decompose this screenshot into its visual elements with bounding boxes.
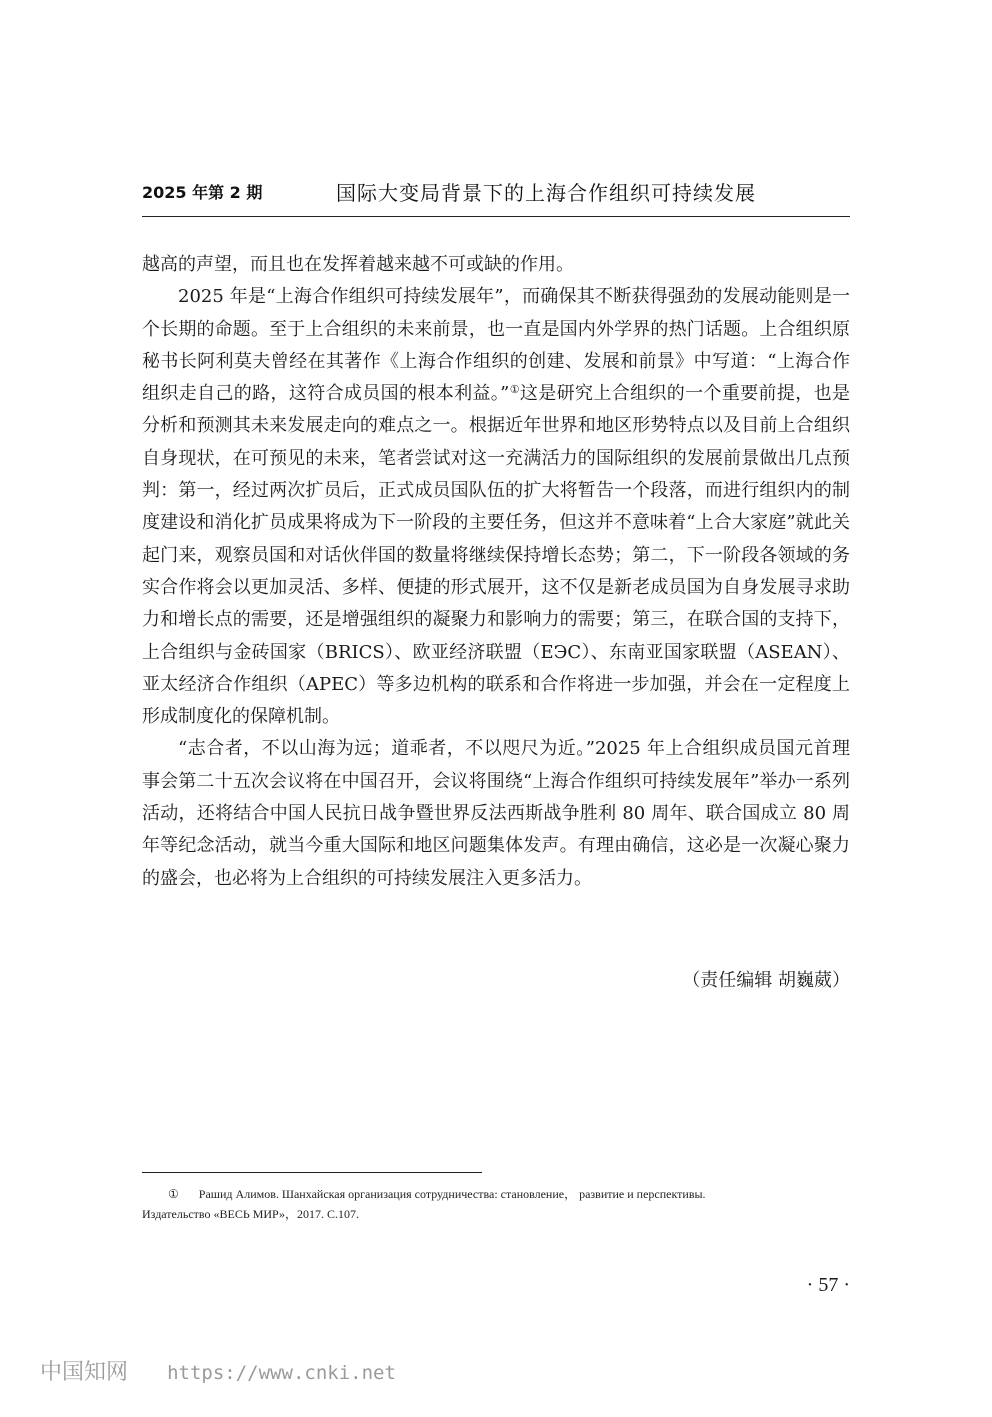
watermark: [40, 1355, 396, 1386]
watermark-brand: 中国知网: [40, 1360, 129, 1385]
running-title: 国际大变局背景下的上海合作组织可持续发展: [336, 181, 756, 205]
running-header: [142, 176, 850, 217]
issue-label: 2025 年第 2 期: [142, 183, 263, 202]
footnote-reference[interactable]: ①: [509, 383, 520, 397]
paragraph-1: 越高的声望，而且也在发挥着越来越不可或缺的作用。: [142, 254, 574, 275]
footnote-line-1: [142, 1184, 850, 1204]
footnote-mark: ①: [168, 1187, 179, 1201]
footnote-line-2: Издательство «ВЕСЬ МИР»，2017. С.107.: [142, 1207, 360, 1221]
paragraph-2-text-a: 2025 年是“上海合作组织可持续发展年”，而确保其不断获得强劲的发展动能则是一个长期的命题。至于上合组织的未来前景，也一直是国内外学界的热门话题。上合组织原秘书长阿利莫夫曾经在其著作《上海合作组织的创建、发展和前景》中写道：“上海合作组织走自己的路，这符合成员国的根本利益。”: [142, 286, 850, 405]
paragraph-2: [142, 281, 850, 733]
article-body: [142, 249, 850, 895]
footnote: [142, 1184, 850, 1224]
paragraph-2-text-b: 这是研究上合组织的一个重要前提，也是分析和预测其未来发展走向的难点之一。根据近年世界和地区形势特点以及目前上合组织自身现状，在可预见的未来，笔者尝试对这一充满活力的国际组织的发展前景做出几点预判：第一，经过两次扩员后，正式成员国队伍的扩大将暂告一个段落，而进行组织内的制度建设和消化扩员成果将成为下一阶段的主要任务，但这并不意味着“上合大家庭”就此关起门来，观察员国和对话伙伴国的数量将继续保持增长态势；第二，下一阶段各领域的务实合作将会以更加灵活、多样、便捷的形式展开，这不仅是新老成员国为自身发展寻求助力和增长点的需要，还是增强组织的凝聚力和影响力的需要；第三，在联合国的支持下，上合组织与金砖国家（BRICS）、欧亚经济联盟（ЕЭС）、东南亚国家联盟（ASEAN）、亚太经济合作组织（APEC）等多边机构的联系和合作将进一步加强，并会在一定程度上形成制度化的保障机制。: [142, 383, 850, 728]
footnote-divider: [142, 1172, 482, 1173]
editor-note: （责任编辑 胡巍葳）: [682, 970, 850, 991]
page-number: · 57 ·: [806, 1274, 850, 1296]
footnote-citation: Рашид Алимов. Шанхайская организация сотрудничества: становление， развитие и перспективы.: [198, 1187, 706, 1201]
watermark-url[interactable]: https://www.cnki.net: [167, 1362, 396, 1384]
paragraph-3: “志合者，不以山海为远；道乖者，不以咫尺为近。”2025 年上合组织成员国元首理事会第二十五次会议将在中国召开，会议将围绕“上海合作组织可持续发展年”举办一系列活动，还将结合中国人民抗日战争暨世界反法西斯战争胜利 80 周年、联合国成立 80 周年等纪念活动，就当今重大国际和地区问题集体发声。有理由确信，这必是一次凝心聚力的盛会，也必将为上合组织的可持续发展注入更多活力。: [142, 738, 850, 889]
